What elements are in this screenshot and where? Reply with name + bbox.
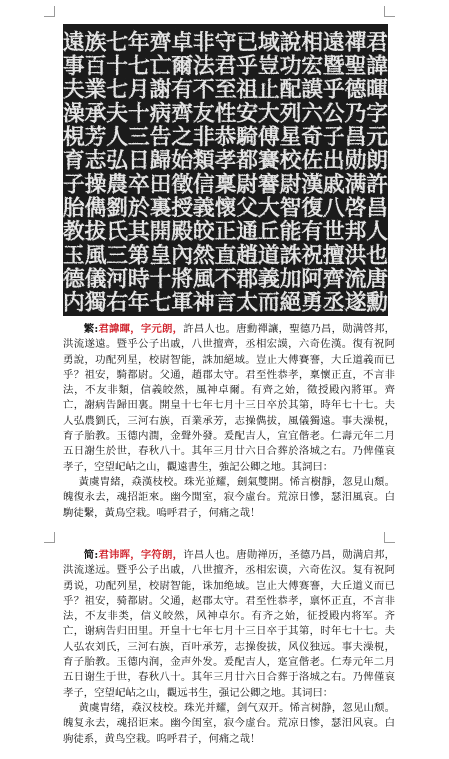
rubbing-character: 公 [322, 101, 345, 127]
rubbing-character: 懷 [214, 196, 237, 222]
simplified-main-paragraph [63, 548, 395, 701]
rubbing-character: 齊 [322, 267, 345, 293]
rubbing-character: 祝 [301, 243, 324, 269]
rubbing-character: 已 [236, 30, 259, 56]
rubbing-character: 性 [214, 101, 237, 127]
rubbing-character: 月 [127, 77, 150, 103]
rubbing-character: 暨 [322, 54, 345, 80]
rubbing-character: 佐 [301, 148, 324, 174]
rubbing-character: 乃 [344, 101, 367, 127]
rubbing-character: 子 [63, 172, 85, 198]
rubbing-character: 非 [192, 125, 215, 151]
rubbing-character: 裏 [149, 196, 172, 222]
traditional-name-highlight: 君諱暉，字元朗， [98, 323, 184, 335]
rubbing-character: 正 [214, 219, 237, 245]
rubbing-character: 朗 [366, 148, 388, 174]
rubbing-character: 有 [301, 219, 324, 245]
rubbing-character: 夫 [106, 101, 129, 127]
rubbing-character: 配 [279, 77, 302, 103]
rubbing-character: 趙 [236, 243, 259, 269]
rubbing-character: 年 [127, 290, 150, 316]
rubbing-character: 能 [279, 219, 302, 245]
rubbing-character: 昌 [344, 125, 367, 151]
rubbing-character: 神 [192, 290, 215, 316]
rubbing-character: 加 [279, 267, 302, 293]
simplified-poem: 黄虞胄绪，猋汉枝校。珠光并耀，剑气双开。悕言树静，忽见山颓。魄复永去，魂招讵来。幽今闺室，寂今虚台。荒凉日惨，瑟汨风哀。白驹徒系，黄鸟空栽。呜呼君子，何痛之哉！ [63, 701, 395, 745]
rubbing-character: 郡 [236, 267, 259, 293]
rubbing-character: 謇 [257, 172, 280, 198]
rubbing-character: 復 [301, 196, 324, 222]
rubbing-character: 法 [192, 54, 215, 80]
rubbing-character: 尉 [236, 172, 259, 198]
rubbing-character: 大 [257, 196, 280, 222]
rubbing-character: 病 [149, 101, 172, 127]
rubbing-character: 至 [214, 77, 237, 103]
rubbing-character: 禪 [344, 30, 367, 56]
rubbing-character: 十 [149, 267, 172, 293]
rubbing-character: 相 [301, 30, 324, 56]
rubbing-character: 亡 [149, 54, 172, 80]
rubbing-character: 業 [84, 77, 107, 103]
rubbing-character: 農 [106, 172, 129, 198]
rubbing-character: 洪 [344, 243, 367, 269]
rubbing-character: 劉 [106, 196, 129, 222]
rubbing-character: 皎 [192, 219, 215, 245]
rubbing-character: 校 [279, 148, 302, 174]
rubbing-character: 卓 [171, 30, 194, 56]
rubbing-character: 八 [322, 196, 345, 222]
rubbing-character: 告 [149, 125, 172, 151]
rubbing-character: 乎 [236, 54, 259, 80]
rubbing-character: 勋 [344, 148, 367, 174]
rubbing-character: 孝 [214, 148, 237, 174]
rubbing-character: 其 [127, 219, 150, 245]
rubbing-character: 類 [192, 148, 215, 174]
rubbing-character: 梘 [63, 125, 85, 151]
crop-mark-mid-right [384, 532, 395, 543]
rubbing-character: 承 [84, 101, 107, 127]
rubbing-character: 非 [192, 30, 215, 56]
rubbing-character: 十 [106, 54, 129, 80]
simplified-name-highlight: 君讳晖，字符朗， [98, 549, 184, 561]
rubbing-character: 七 [106, 30, 129, 56]
rubbing-character: 然 [192, 243, 215, 269]
rubbing-character: 歸 [149, 148, 172, 174]
rubbing-character: 賽 [257, 148, 280, 174]
rubbing-character: 德 [344, 77, 367, 103]
rubbing-character: 事 [63, 54, 85, 80]
rubbing-character: 夫 [63, 77, 85, 103]
rubbing-character: 止 [257, 77, 280, 103]
rubbing-character: 軍 [171, 290, 194, 316]
rubbing-character: 胎 [63, 196, 85, 222]
rubbing-character: 道 [257, 243, 280, 269]
rubbing-character: 義 [257, 267, 280, 293]
rubbing-character: 右 [106, 290, 129, 316]
rubbing-character: 守 [214, 30, 237, 56]
rubbing-character: 日 [127, 148, 150, 174]
rubbing-character: 義 [192, 196, 215, 222]
rubbing-character: 太 [236, 290, 259, 316]
rubbing-character: 諱 [366, 54, 388, 80]
rubbing-character: 許 [366, 172, 388, 198]
rubbing-character: 玉 [63, 243, 85, 269]
rubbing-character: 七 [149, 290, 172, 316]
rubbing-character: 田 [149, 172, 172, 198]
traditional-poem: 黃虞胄緒，猋漢枝校。珠光並耀，劍氣雙開。悕言樹靜，忽見山頹。魄復永去，魂招詎來。幽今閒室，寂今虛台。荒涼日慘，瑟汨風哀。白駒徒繫，黃鳥空栽。嗚呼君子，何痛之哉！ [63, 475, 395, 519]
rubbing-character: 遠 [322, 30, 345, 56]
rubbing-character: 勳 [366, 290, 388, 316]
rubbing-character: 謝 [149, 77, 172, 103]
rubbing-svg [63, 24, 388, 316]
rubbing-character: 友 [192, 101, 215, 127]
rubbing-character: 啓 [344, 196, 367, 222]
rubbing-character: 七 [127, 54, 150, 80]
rubbing-character: 星 [279, 125, 302, 151]
rubbing-character: 絕 [279, 290, 302, 316]
rubbing-character: 稟 [214, 172, 237, 198]
rubbing-character: 字 [366, 101, 388, 127]
rubbing-character: 内 [63, 290, 85, 316]
simplified-body-text: 许昌人也。唐勋禅历，圣德乃昌，勋满启邦，洪流遂远。暨乎公子出戚，八世擅齐，丞相宏谟，六奇佐汉。复有祝阿勇说，功配列星，校尉智能，诛加绝域。岂止大傅赛謇，大丘道义而已乎？祖安，骑都尉。父通，赵郡太守。君至性恭孝，禀怀正直，不言非法，不友非类，信义皎然，风神卓尔。有齐之始，征授殿内将军。齐亡，谢病告归田里。开皇十七年七月十三日卒于其第，时年七十七。夫人弘农刘氏，三河右族，百叶承芳，志操俊拔，风仪独远。事夫澡梘，育子胎教。玉德内润，金声外发。爰配吉人，寔宣偕老。仁寿元年二月五日谢生于世，春秋八十。其年三月廿六日合葬于洛城之右。乃俾僅哀孝子，空望屺岾之山，觀远书生，强记公卿之地。其词曰： [63, 549, 395, 699]
crop-mark-top-right [384, 6, 395, 17]
rubbing-character: 满 [344, 172, 367, 198]
rubbing-character: 德 [63, 267, 85, 293]
rubbing-character: 儀 [84, 267, 107, 293]
rubbing-character: 年 [127, 30, 150, 56]
rubbing-character: 齊 [171, 101, 194, 127]
rubbing-character: 三 [106, 243, 129, 269]
rubbing-character: 出 [322, 148, 345, 174]
rubbing-character: 說 [279, 30, 302, 56]
traditional-label: 繁: [83, 323, 99, 335]
rubbing-character: 勇 [301, 290, 324, 316]
rubbing-character: 獨 [84, 290, 107, 316]
rubbing-character: 世 [322, 219, 345, 245]
rubbing-character: 宏 [301, 54, 324, 80]
rubbing-character: 澡 [63, 101, 85, 127]
rubbing-character: 功 [279, 54, 302, 80]
rubbing-character: 聖 [344, 54, 367, 80]
rubbing-character: 乎 [322, 77, 345, 103]
rubbing-character: 齊 [149, 30, 172, 56]
rubbing-character: 漢 [301, 172, 324, 198]
rubbing-character: 信 [192, 172, 215, 198]
rubbing-character: 殿 [171, 219, 194, 245]
rubbing-character: 安 [236, 101, 259, 127]
rubbing-character: 風 [192, 267, 215, 293]
rubbing-character: 七 [106, 77, 129, 103]
simplified-transcription [63, 548, 395, 747]
rubbing-character: 操 [84, 172, 107, 198]
rubbing-character: 父 [236, 196, 259, 222]
rubbing-character: 通 [236, 219, 259, 245]
rubbing-character: 風 [84, 243, 107, 269]
rubbing-character: 騎 [236, 125, 259, 151]
rubbing-character: 尉 [279, 172, 302, 198]
rubbing-character: 教 [63, 219, 85, 245]
crop-mark-mid-left [44, 532, 55, 543]
rubbing-character: 擅 [322, 243, 345, 269]
rubbing-character: 智 [279, 196, 302, 222]
rubbing-character: 奇 [301, 125, 324, 151]
rubbing-character: 唐 [366, 267, 388, 293]
rubbing-character: 傅 [257, 125, 280, 151]
rubbing-character: 元 [366, 125, 388, 151]
rubbing-character: 之 [171, 125, 194, 151]
rubbing-character: 時 [127, 267, 150, 293]
rubbing-character: 都 [236, 148, 259, 174]
rubbing-character: 遂 [344, 290, 367, 316]
simplified-label: 简: [83, 549, 99, 561]
rubbing-character: 丞 [322, 290, 345, 316]
rubbing-character: 昌 [366, 196, 388, 222]
rubbing-character: 族 [84, 30, 107, 56]
rubbing-character: 於 [127, 196, 150, 222]
rubbing-character: 阿 [301, 267, 324, 293]
rubbing-character: 大 [257, 101, 280, 127]
rubbing-character: 人 [366, 219, 388, 245]
rubbing-character: 子 [322, 125, 345, 151]
rubbing-character: 遠 [63, 30, 85, 56]
rubbing-character: 百 [84, 54, 107, 80]
rubbing-character: 六 [301, 101, 324, 127]
rubbing-character: 弘 [106, 148, 129, 174]
traditional-body-text: 許昌人也。唐勳禪讓，聖德乃昌，勋满啓邦，洪流遂遠。暨乎公子出戚，八世擅齊，丞相宏謨，六奇佐漢。復有祝阿勇說，功配列星，校尉智能，誅加絕域。豈止大傅賽謇，大丘道義而已乎？祖安，騎都尉。父通，趙郡太守。君至性恭孝，稟懷正直，不言非法，不友非類，信義皎然，風神卓爾。有齊之始，徵授殿內將軍。齊亡，謝病告歸田裏。開皇十七年七月十三日卒於其第，時年七十七。夫人弘農劉氏，三河右族，百業承芳，志操儁拔，風儀獨遠。事夫澡梘，育子胎教。玉德内潤，金聲外發。爰配吉人，宣宜偕老。仁壽元年二月五日謝生於世，春秋八十。其年三月廿六日合葬於洛城之右。乃俾僅哀孝子，空望屺岾之山，觀遠書生，強記公卿之地。其詞曰： [63, 323, 395, 473]
rubbing-character: 而 [257, 290, 280, 316]
rubbing-character: 芳 [84, 125, 107, 151]
rubbing-character: 三 [127, 125, 150, 151]
rubbing-character: 將 [171, 267, 194, 293]
rubbing-character: 第 [127, 243, 150, 269]
rubbing-character: 內 [171, 243, 194, 269]
rubbing-character: 拔 [84, 219, 107, 245]
rubbing-character: 暉 [366, 77, 388, 103]
rubbing-character: 戚 [322, 172, 345, 198]
rubbing-character: 授 [171, 196, 194, 222]
rubbing-character: 也 [366, 243, 388, 269]
rubbing-character: 有 [171, 77, 194, 103]
traditional-main-paragraph [63, 322, 395, 475]
crop-mark-top-left [44, 6, 55, 17]
rubbing-character: 域 [257, 30, 280, 56]
rubbing-character: 十 [127, 101, 150, 127]
rubbing-character: 育 [63, 148, 85, 174]
rubbing-character: 君 [366, 30, 388, 56]
rubbing-character: 開 [149, 219, 172, 245]
rubbing-character: 君 [214, 54, 237, 80]
rubbing-texture [63, 24, 388, 316]
rubbing-character: 志 [84, 148, 107, 174]
rubbing-character: 豈 [257, 54, 280, 80]
rubbing-character: 謨 [301, 77, 324, 103]
rubbing-character: 直 [214, 243, 237, 269]
rubbing-character: 列 [279, 101, 302, 127]
rubbing-character: 言 [214, 290, 237, 316]
rubbing-character: 祖 [236, 77, 259, 103]
rubbing-character: 徵 [171, 172, 194, 198]
rubbing-character: 丘 [257, 219, 280, 245]
rubbing-character: 氏 [106, 219, 129, 245]
rubbing-character: 爾 [171, 54, 194, 80]
rubbing-character: 卒 [127, 172, 150, 198]
rubbing-character: 不 [214, 267, 237, 293]
rubbing-character: 河 [106, 267, 129, 293]
rubbing-character: 皇 [149, 243, 172, 269]
inscription-rubbing-image [63, 24, 388, 316]
rubbing-character: 人 [106, 125, 129, 151]
rubbing-character: 誅 [279, 243, 302, 269]
rubbing-character: 始 [171, 148, 194, 174]
rubbing-character: 儁 [84, 196, 107, 222]
rubbing-character: 不 [192, 77, 215, 103]
rubbing-character: 流 [344, 267, 367, 293]
rubbing-character: 恭 [214, 125, 237, 151]
rubbing-character: 邦 [344, 219, 367, 245]
traditional-transcription [63, 322, 395, 521]
